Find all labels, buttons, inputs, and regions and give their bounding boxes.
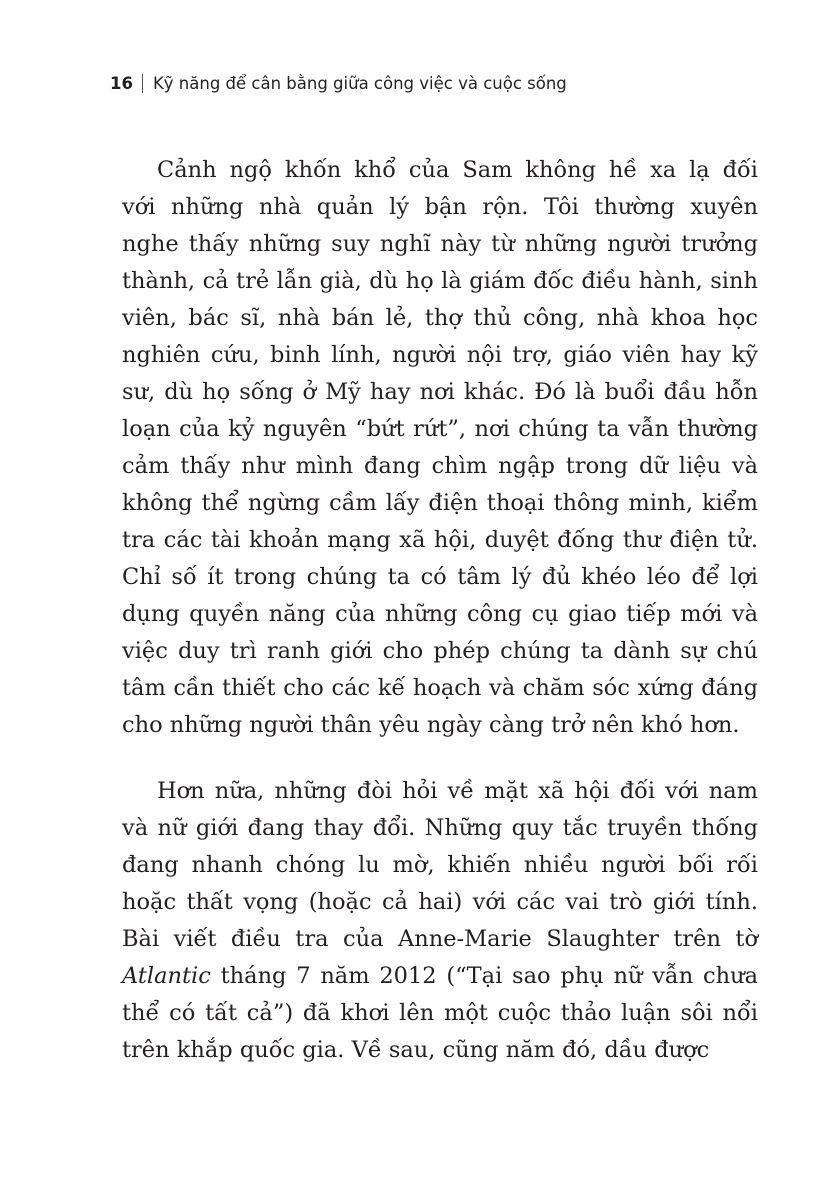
text-line: tra các tài khoản mạng xã hội, duyệt đống thư điện tử. xyxy=(122,527,758,553)
text-line: nghiên cứu, binh lính, người nội trợ, giáo viên hay kỹ xyxy=(122,342,758,368)
text-line: Hơn nữa, những đòi hỏi về mặt xã hội đối với nam xyxy=(157,778,758,804)
text-line-rest: tháng 7 năm 2012 (“Tại sao phụ nữ vẫn chưa xyxy=(210,963,758,989)
running-title: Kỹ năng để cân bằng giữa công việc và cuộc sống xyxy=(152,74,567,93)
text-line: cho những người thân yêu ngày càng trở nên khó hơn. xyxy=(122,712,740,738)
text-line: dụng quyền năng của những công cụ giao tiếp mới và xyxy=(122,601,758,627)
text-line: loạn của kỷ nguyên “bứt rứt”, nơi chúng ta vẫn thường xyxy=(122,416,758,442)
text-line: nghe thấy những suy nghĩ này từ những người trưởng xyxy=(122,231,758,257)
text-line: không thể ngừng cầm lấy điện thoại thông minh, kiểm xyxy=(122,490,758,516)
paragraph-2 xyxy=(122,773,758,1069)
text-line: thành, cả trẻ lẫn già, dù họ là giám đốc điều hành, sinh xyxy=(122,268,758,294)
text-line: với những nhà quản lý bận rộn. Tôi thường xuyên xyxy=(122,194,758,220)
text-line: Cảnh ngộ khốn khổ của Sam không hề xa lạ đối xyxy=(157,157,758,183)
paragraph-1 xyxy=(122,152,758,744)
text-line: viên, bác sĩ, nhà bán lẻ, thợ thủ công, nhà khoa học xyxy=(122,305,758,331)
text-line: Bài viết điều tra của Anne-Marie Slaughter trên tờ xyxy=(122,926,758,952)
text-line: sư, dù họ sống ở Mỹ hay nơi khác. Đó là buổi đầu hỗn xyxy=(122,379,758,405)
text-line: trên khắp quốc gia. Về sau, cũng năm đó, dầu được xyxy=(122,1037,710,1063)
italic-publication-name: Atlantic xyxy=(122,963,211,989)
text-line xyxy=(122,958,758,995)
text-line: tâm cần thiết cho các kế hoạch và chăm sóc xứng đáng xyxy=(122,675,758,701)
text-line: hoặc thất vọng (hoặc cả hai) với các vai trò giới tính. xyxy=(122,889,758,915)
text-line: Chỉ số ít trong chúng ta có tâm lý đủ khéo léo để lợi xyxy=(122,564,758,590)
text-line: cảm thấy như mình đang chìm ngập trong dữ liệu và xyxy=(122,453,758,479)
header-divider xyxy=(142,74,143,93)
page-number: 16 xyxy=(110,74,133,93)
text-line: đang nhanh chóng lu mờ, khiến nhiều người bối rối xyxy=(122,852,758,878)
running-header xyxy=(110,74,567,93)
text-line: việc duy trì ranh giới cho phép chúng ta dành sự chú xyxy=(122,638,758,664)
text-line: thể có tất cả”) đã khơi lên một cuộc thảo luận sôi nổi xyxy=(122,1000,758,1026)
text-line: và nữ giới đang thay đổi. Những quy tắc truyền thống xyxy=(122,815,758,841)
